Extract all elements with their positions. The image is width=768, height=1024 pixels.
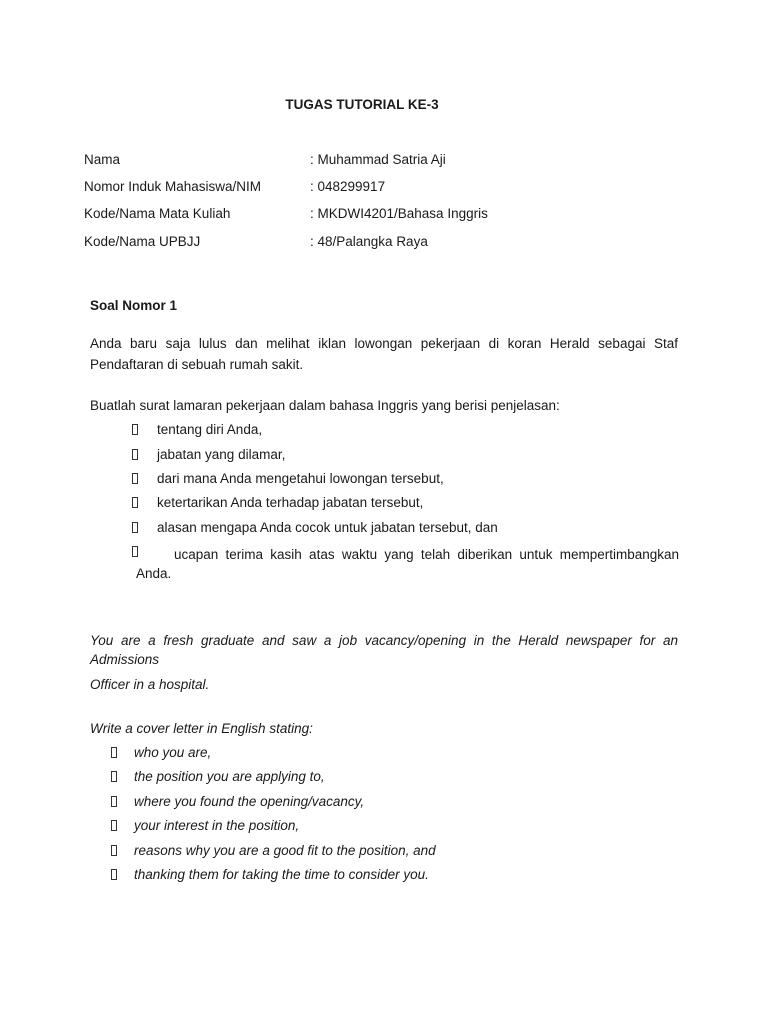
indonesian-bullet-item: ketertarikan Anda terhadap jabatan tersebut, bbox=[157, 495, 424, 510]
english-bullet-item: the position you are applying to, bbox=[134, 769, 325, 784]
bullet-icon bbox=[111, 867, 117, 882]
english-bullet-item: who you are, bbox=[134, 745, 212, 760]
info-value-upbjj: : 48/Palangka Raya bbox=[310, 234, 428, 249]
indonesian-bullet-continuation: Anda. bbox=[136, 566, 172, 581]
section-heading: Soal Nomor 1 bbox=[90, 298, 178, 313]
bullet-icon bbox=[111, 794, 117, 809]
bullet-icon bbox=[111, 818, 117, 833]
bullet-icon bbox=[132, 495, 138, 510]
page-title: TUGAS TUTORIAL KE-3 bbox=[285, 97, 439, 112]
info-value-mata-kuliah: : MKDWI4201/Bahasa Inggris bbox=[310, 206, 488, 221]
info-label-nim: Nomor Induk Mahasiswa/NIM bbox=[84, 179, 262, 194]
info-label-upbjj: Kode/Nama UPBJJ bbox=[84, 234, 201, 249]
info-label-nama: Nama bbox=[84, 152, 121, 167]
english-paragraph-1-line-1: You are a fresh graduate and saw a job vacancy/opening in the Herald newspaper for an bbox=[90, 633, 678, 648]
bullet-icon bbox=[132, 544, 138, 559]
indonesian-bullet-item: alasan mengapa Anda cocok untuk jabatan tersebut, dan bbox=[157, 520, 498, 535]
bullet-icon bbox=[132, 471, 138, 486]
bullet-icon bbox=[132, 422, 138, 437]
english-bullet-item: thanking them for taking the time to consider you. bbox=[134, 867, 429, 882]
indonesian-bullet-item: tentang diri Anda, bbox=[157, 422, 263, 437]
indonesian-bullet-item: ucapan terima kasih atas waktu yang telah diberikan untuk mempertimbangkan bbox=[174, 547, 679, 562]
bullet-icon bbox=[132, 447, 138, 462]
bullet-icon bbox=[111, 745, 117, 760]
bullet-icon bbox=[132, 520, 138, 535]
info-value-nama: : Muhammad Satria Aji bbox=[310, 152, 446, 167]
english-paragraph-2: Write a cover letter in English stating: bbox=[90, 721, 313, 736]
bullet-icon bbox=[111, 843, 117, 858]
english-paragraph-1-line-2: Admissions bbox=[90, 652, 160, 667]
info-value-nim: : 048299917 bbox=[310, 179, 386, 194]
indonesian-paragraph-2: Buatlah surat lamaran pekerjaan dalam bahasa Inggris yang berisi penjelasan: bbox=[90, 398, 560, 413]
english-bullet-item: reasons why you are a good fit to the position, and bbox=[134, 843, 436, 858]
english-bullet-item: your interest in the position, bbox=[134, 818, 300, 833]
english-bullet-item: where you found the opening/vacancy, bbox=[134, 794, 365, 809]
indonesian-bullet-item: dari mana Anda mengetahui lowongan tersebut, bbox=[157, 471, 444, 486]
info-label-mata-kuliah: Kode/Nama Mata Kuliah bbox=[84, 206, 231, 221]
indonesian-paragraph-1: Anda baru saja lulus dan melihat iklan lowongan pekerjaan di koran Herald sebagai Staf Pendaftaran di sebuah rumah sakit. bbox=[90, 336, 678, 372]
bullet-icon bbox=[111, 769, 117, 784]
indonesian-bullet-item: jabatan yang dilamar, bbox=[157, 447, 286, 462]
english-paragraph-1-line-3: Officer in a hospital. bbox=[90, 677, 210, 692]
